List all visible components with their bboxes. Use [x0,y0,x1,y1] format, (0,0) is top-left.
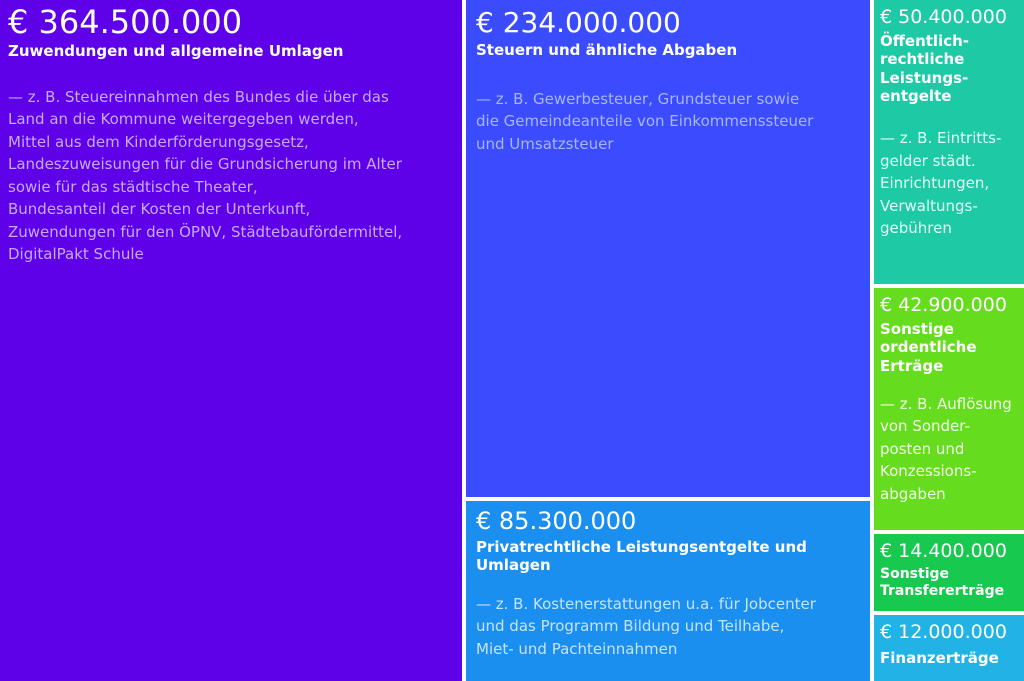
tile-description [880,127,1018,240]
tile-description-line: posten und [880,439,965,458]
tile-label-line: Zuwendungen und allgemeine Umlagen [8,41,344,60]
tile-label-line: Sonstige [880,319,954,338]
tile-label-line: Erträge [880,356,944,375]
tile-label-line: Finanzerträge [880,648,999,667]
tile-amount: € 85.300.000 [476,507,637,535]
tile-label-line: Transfererträge [880,583,1005,600]
tile-description [476,593,860,661]
tile-privat[interactable] [466,501,870,681]
tile-label [476,538,860,575]
tile-label-line: ordentliche [880,338,977,357]
tile-transfer[interactable] [874,534,1024,611]
tile-label-line: Öffentlich- [880,31,970,50]
tile-amount: € 12.000.000 [880,621,1007,643]
tile-description-line: — z. B. Eintritts- [880,129,1002,148]
tile-label-line: Steuern und ähnliche Abgaben [476,41,738,60]
tile-description-line: gebühren [880,219,952,238]
tile-description-line: — z. B. Steuereinnahmen des Bundes die über das [8,87,389,106]
tile-description-line: — z. B. Gewerbesteuer, Grundsteuer sowie [476,89,800,108]
tile-description-line: Mittel aus dem Kinderförderungsgesetz, [8,132,309,151]
tile-finanz[interactable] [874,615,1024,681]
tile-label [880,32,1018,105]
tile-description-line: Einrichtungen, [880,174,990,193]
tile-label [880,320,1018,375]
tile-label [8,42,454,60]
tile-description-line: Miet- und Pachteinnahmen [476,639,678,658]
tile-description [8,86,454,266]
tile-oeffentlich[interactable] [874,0,1024,284]
tile-description-line: gelder städt. [880,151,976,170]
tile-amount: € 50.400.000 [880,6,1007,28]
tile-label-line: Privatrechtliche Leistungsentgelte und [476,538,807,557]
tile-zuwendungen[interactable] [0,0,462,681]
tile-description-line: Konzessions- [880,462,977,481]
tile-description-line: Zuwendungen für den ÖPNV, Städtebaufördermittel, [8,222,403,241]
tile-description-line: die Gemeindeanteile von Einkommenssteuer [476,112,814,131]
tile-label [880,566,1018,601]
tile-sonstige-ertraege[interactable] [874,288,1024,530]
tile-label-line: Sonstige [880,565,950,582]
tile-label-line: Leistungs- [880,68,969,87]
tile-description-line: und Umsatzsteuer [476,134,614,153]
tile-description-line: — z. B. Auflösung [880,394,1012,413]
tile-amount: € 364.500.000 [8,3,243,41]
tile-steuern[interactable] [466,0,870,497]
tile-label [476,41,860,59]
tile-description [476,88,860,156]
tile-description-line: von Sonder- [880,417,970,436]
tile-description-line: DigitalPakt Schule [8,245,144,264]
tile-label-line: Umlagen [476,556,551,575]
tile-label-line: entgelte [880,86,952,105]
tile-description-line: Landeszuweisungen für die Grundsicherung im Alter [8,155,402,174]
tile-amount: € 42.900.000 [880,294,1007,316]
tile-description-line: Bundesanteil der Kosten der Unterkunft, [8,200,311,219]
tile-description [880,393,1018,506]
tile-label [880,649,1018,667]
tile-amount: € 234.000.000 [476,6,681,39]
tile-amount: € 14.400.000 [880,540,1007,562]
tile-description-line: Verwaltungs- [880,196,978,215]
tile-description-line: — z. B. Kostenerstattungen u.a. für Jobcenter [476,594,816,613]
tile-description-line: abgaben [880,484,946,503]
tile-description-line: sowie für das städtische Theater, [8,177,258,196]
tile-description-line: Land an die Kommune weitergegeben werden, [8,110,359,129]
tile-label-line: rechtliche [880,50,965,69]
tile-description-line: und das Programm Bildung und Teilhabe, [476,617,785,636]
